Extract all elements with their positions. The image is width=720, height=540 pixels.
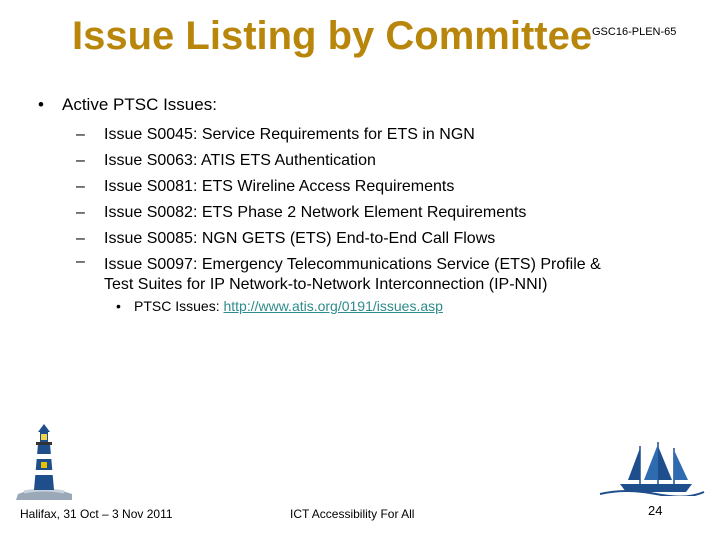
list-item: – Issue S0082: ETS Phase 2 Network Element Requirements — [76, 204, 527, 221]
issue-list — [76, 122, 601, 295]
main-bullet — [38, 95, 217, 115]
list-item: – Issue S0081: ETS Wireline Access Requirements — [76, 178, 455, 195]
bullet-dot: • — [116, 298, 121, 314]
page-number: 24 — [648, 503, 663, 518]
list-item: – Issue S0097: Emergency Telecommunications Service (ETS) Profile & Test Suites for IP Network-to-Network Interconnection (IP-NNI) — [76, 253, 601, 293]
ptsc-issues-link-line — [116, 298, 443, 314]
list-item: – Issue S0085: NGN GETS (ETS) End-to-End Call Flows — [76, 230, 496, 247]
list-item: – Issue S0045: Service Requirements for ETS in NGN — [76, 126, 475, 143]
slide-title: Issue Listing by Committee — [72, 14, 593, 58]
main-bullet-text: Active PTSC Issues: — [62, 95, 217, 114]
link-prefix: PTSC Issues: — [134, 298, 224, 314]
footer-location-date: Halifax, 31 Oct – 3 Nov 2011 — [20, 507, 173, 521]
document-id: GSC16-PLEN-65 — [592, 26, 677, 38]
list-item: – Issue S0063: ATIS ETS Authentication — [76, 152, 376, 169]
footer-tagline: ICT Accessibility For All — [290, 507, 415, 521]
bullet-dot: • — [38, 95, 44, 114]
sailing-ship-icon — [596, 440, 706, 496]
ptsc-issues-link[interactable]: http://www.atis.org/0191/issues.asp — [223, 298, 443, 314]
lighthouse-icon — [14, 418, 74, 500]
